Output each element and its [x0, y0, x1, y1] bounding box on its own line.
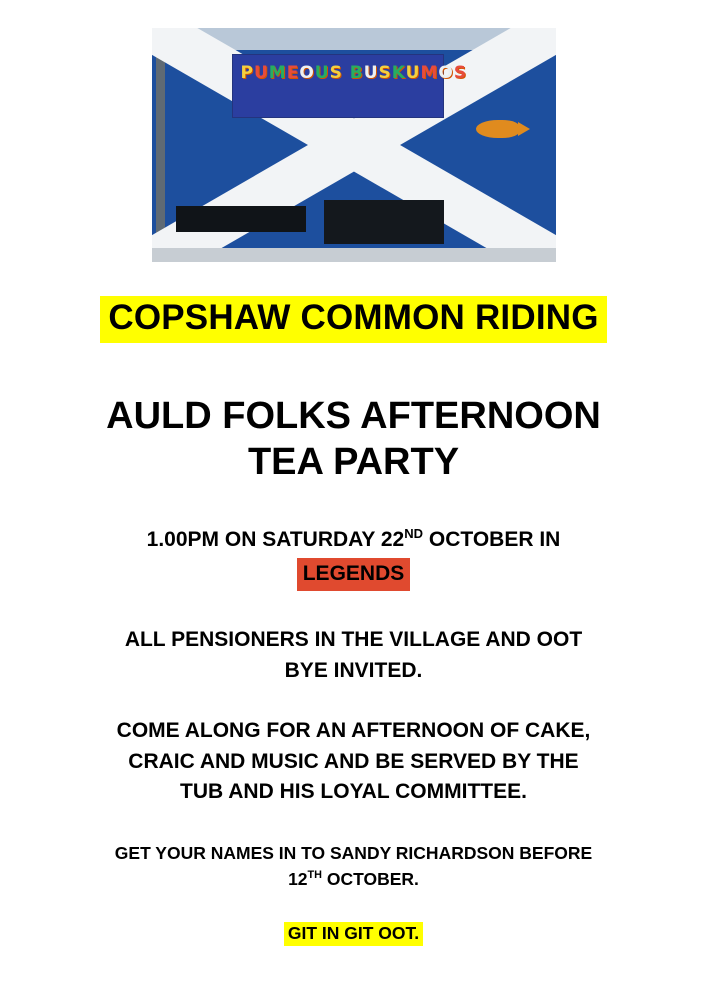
fish-icon — [476, 120, 520, 138]
photo-dark-box-left — [176, 206, 306, 232]
invitation-line-1: ALL PENSIONERS IN THE VILLAGE AND OOT — [124, 628, 583, 652]
time-and-venue — [24, 525, 684, 591]
page-title — [34, 393, 674, 486]
time-line-ordinal: ND — [404, 526, 424, 542]
rsvp-date-month: OCTOBER. — [322, 868, 419, 889]
banner-letters: PUMEOUS BUSKUMOS — [240, 63, 468, 83]
flag-pole — [156, 28, 165, 262]
lettering-banner — [232, 54, 468, 118]
body-text — [44, 716, 664, 807]
time-line-after: OCTOBER IN — [423, 528, 561, 552]
rsvp-date-ordinal: TH — [307, 868, 322, 881]
page-title-line-2: TEA PARTY — [247, 441, 460, 484]
body-line-2: CRAIC AND MUSIC AND BE SERVED BY THE — [128, 749, 579, 773]
body-line-3: TUB AND HIS LOYAL COMMITTEE. — [180, 780, 527, 804]
rsvp-line-1: GET YOUR NAMES IN TO SANDY RICHARDSON BEFORE — [114, 842, 593, 863]
footer-slogan: GIT IN GIT OOT. — [284, 922, 423, 946]
rsvp-date-number: 12 — [288, 868, 308, 889]
venue-row — [24, 556, 684, 591]
venue-name: LEGENDS — [297, 558, 411, 591]
event-headline: COPSHAW COMMON RIDING — [100, 296, 606, 343]
saltire-flag-photo — [152, 28, 556, 262]
invitation-line-2: BYE INVITED. — [284, 658, 423, 682]
footer-row — [0, 922, 707, 946]
body-line-1: COME ALONG FOR AN AFTERNOON OF CAKE, — [116, 719, 591, 743]
rsvp-text — [24, 840, 684, 893]
headline-row — [0, 296, 707, 343]
rsvp-line-2 — [24, 866, 684, 892]
page-title-line-1: AULD FOLKS AFTERNOON — [106, 394, 601, 437]
time-line-before: 1.00PM ON SATURDAY 22 — [146, 528, 405, 552]
invitation-text — [44, 625, 664, 686]
time-line — [24, 525, 684, 555]
photo-ground-strip — [152, 248, 556, 262]
photo-dark-box-right — [324, 200, 444, 244]
